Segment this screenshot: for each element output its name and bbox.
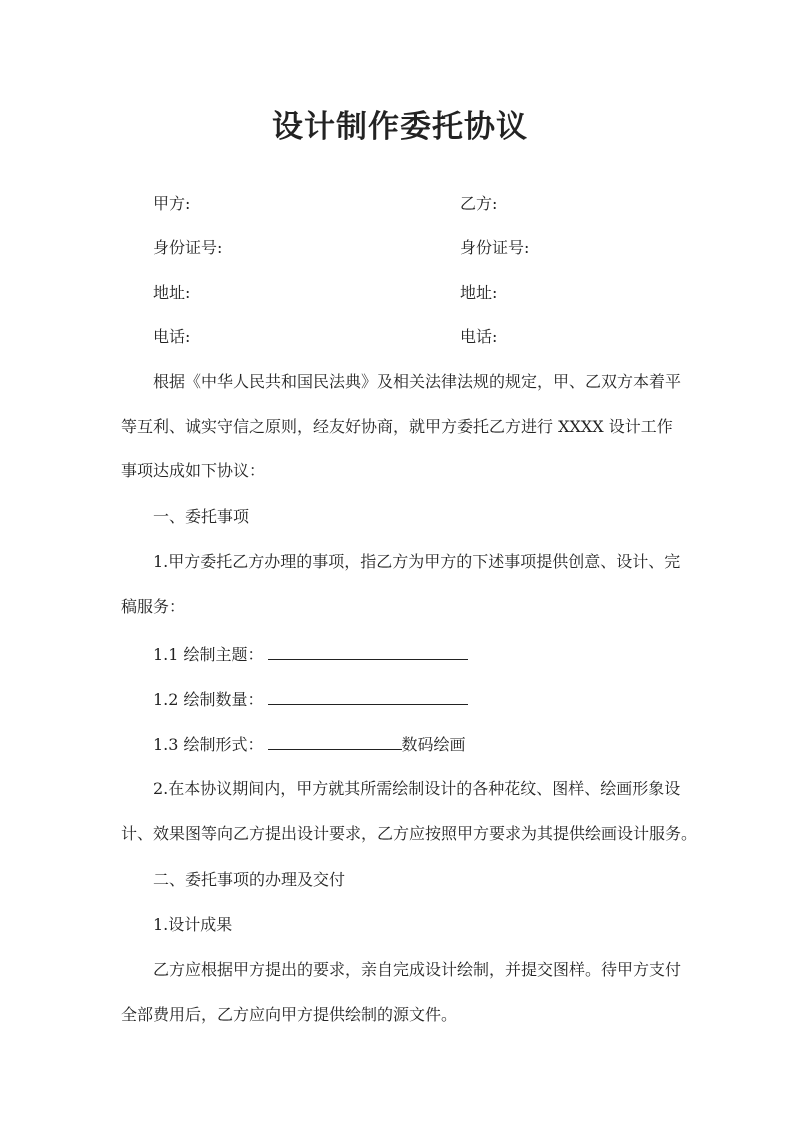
- party-a-id-label: 身份证号:: [153, 238, 223, 257]
- party-a-label: 甲方:: [153, 194, 191, 213]
- party-b-phone-label: 电话:: [460, 327, 498, 346]
- section-1-item-1-line-1: 1.甲方委托乙方办理的事项，指乙方为甲方的下述事项提供创意、设计、完: [153, 552, 681, 571]
- party-b-id-label: 身份证号:: [460, 238, 530, 257]
- field-quantity: [153, 688, 468, 711]
- section-2-sub-1: 1.设计成果: [153, 915, 233, 934]
- field-form-blank: [268, 733, 402, 750]
- party-b-address-label: 地址:: [460, 283, 498, 302]
- intro-line-3: 事项达成如下协议：: [121, 461, 266, 480]
- field-form-label: 1.3 绘制形式：: [153, 735, 264, 754]
- intro-line-1: 根据《中华人民共和国民法典》及相关法律法规的规定，甲、乙双方本着平: [153, 372, 682, 391]
- intro-line-2: 等互利、诚实守信之原则，经友好协商，就甲方委托乙方进行 XXXX 设计工作: [121, 417, 673, 436]
- section-1-item-2-line-2: 计、效果图等向乙方提出设计要求，乙方应按照甲方要求为其提供绘画设计服务。: [121, 824, 698, 843]
- section-2-heading: 二、委托事项的办理及交付: [153, 870, 346, 889]
- section-1-item-1-line-2: 稿服务：: [121, 597, 186, 616]
- document-title: 设计制作委托协议: [272, 109, 528, 145]
- field-form-suffix: 数码绘画: [401, 735, 466, 754]
- section-2-para-line-1: 乙方应根据甲方提出的要求，亲自完成设计绘制，并提交图样。待甲方支付: [153, 960, 682, 979]
- section-2-para-line-2: 全部费用后，乙方应向甲方提供绘制的源文件。: [121, 1005, 458, 1024]
- section-1-item-2-line-1: 2.在本协议期间内，甲方就其所需绘制设计的各种花纹、图样、绘画形象设: [153, 779, 681, 798]
- field-theme: [153, 643, 468, 666]
- field-theme-label: 1.1 绘制主题：: [153, 645, 264, 664]
- party-a-phone-label: 电话:: [153, 327, 191, 346]
- field-form: [153, 733, 466, 756]
- field-theme-blank: [268, 643, 468, 660]
- field-quantity-blank: [268, 688, 468, 705]
- section-1-heading: 一、委托事项: [153, 507, 250, 526]
- party-b-label: 乙方:: [460, 194, 498, 213]
- party-a-address-label: 地址:: [153, 283, 191, 302]
- field-quantity-label: 1.2 绘制数量：: [153, 690, 264, 709]
